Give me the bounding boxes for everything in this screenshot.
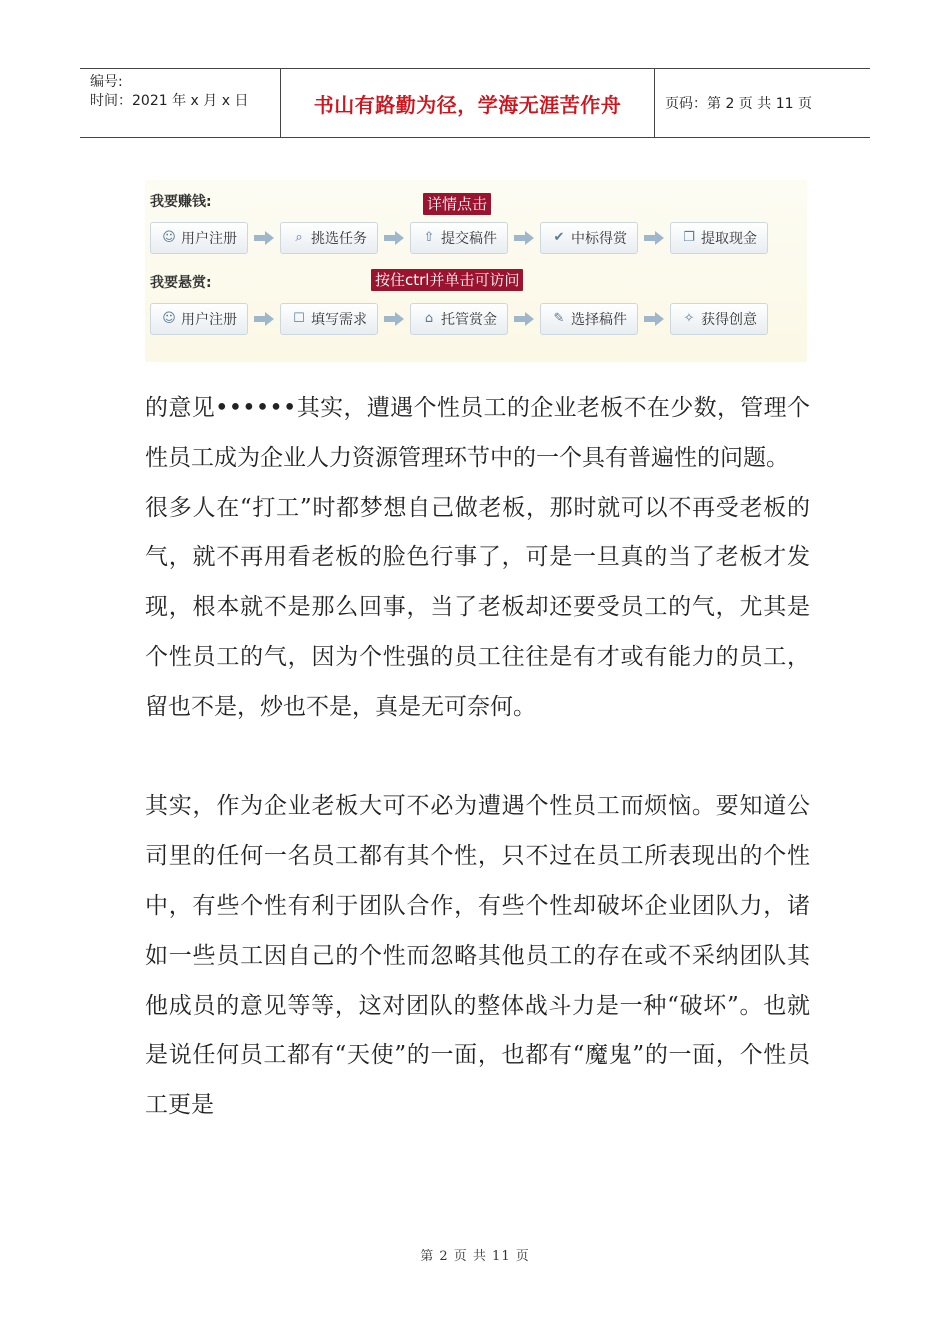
reward-step-3[interactable]	[410, 303, 508, 335]
earn-step-3[interactable]	[410, 222, 508, 254]
copy-icon: ❐	[683, 230, 695, 245]
document-header	[80, 68, 870, 138]
earn-step-5[interactable]	[670, 222, 768, 254]
arrow-right-icon	[248, 311, 280, 327]
arrow-right-icon	[508, 311, 540, 327]
header-motto: 书山有路勤为径，学海无涯苦作舟	[281, 69, 655, 137]
reward-step-2[interactable]	[280, 303, 378, 335]
step-label: 获得创意	[701, 312, 757, 328]
detail-link[interactable]: 详情点击	[423, 193, 491, 215]
reward-steps	[150, 303, 768, 335]
earn-label: 我要赚钱:	[150, 194, 212, 210]
page-footer: 第 2 页 共 11 页	[420, 1249, 530, 1264]
number-label: 编号:	[90, 74, 123, 90]
step-label: 提交稿件	[441, 231, 497, 247]
task-flow-banner	[145, 180, 807, 362]
paragraph-2: 很多人在“打工”时都梦想自己做老板，那时就可以不再受老板的气，就不再用看老板的脸色行事了，可是一旦真的当了老板才发现，根本就不是那么回事，当了老板却还要受员工的气，尤其是个性员工的气，因为个性强的员工往往是有才或有能力的员工，留也不是，炒也不是，真是无可奈何。	[145, 494, 810, 720]
user-icon: ☺	[162, 230, 176, 245]
step-label: 提取现金	[701, 231, 757, 247]
step-label: 中标得赏	[571, 231, 627, 247]
header-meta	[80, 69, 281, 137]
paragraph-gap	[145, 733, 810, 783]
user-icon: ☺	[162, 311, 176, 326]
arrow-right-icon	[378, 230, 410, 246]
step-label: 托管赏金	[441, 312, 497, 328]
step-label: 挑选任务	[311, 231, 367, 247]
arrow-right-icon	[638, 230, 670, 246]
reward-step-5[interactable]	[670, 303, 768, 335]
time-label: 时间：2021 年 x 月 x 日	[90, 93, 249, 109]
arrow-right-icon	[248, 230, 280, 246]
paragraph-3: 其实，作为企业老板大可不必为遭遇个性员工而烦恼。要知道公司里的任何一名员工都有其个性，只不过在员工所表现出的个性中，有些个性有利于团队合作，有些个性却破坏企业团队力，诸如一些员工因自己的个性而忽略其他员工的存在或不采纳团队其他成员的意见等等，这对团队的整体战斗力是一种“破坏”。也就是说任何员工都有“天使”的一面，也都有“魔鬼”的一面，个性员工更是	[145, 793, 810, 1119]
arrow-right-icon	[378, 311, 410, 327]
ctrl-hint[interactable]: 按住ctrl并单击可访问	[371, 269, 523, 291]
header-page-info: 页码：第 2 页 共 11 页	[665, 96, 812, 112]
paragraph-1: 的意见••••••其实，遭遇个性员工的企业老板不在少数，管理个性员工成为企业人力资源管理环节中的一个具有普遍性的问题。	[145, 395, 810, 471]
cart-icon: ⌂	[424, 311, 434, 326]
search-icon: ⌕	[295, 230, 303, 245]
arrow-right-icon	[508, 230, 540, 246]
reward-step-1[interactable]	[150, 303, 248, 335]
earn-step-1[interactable]	[150, 222, 248, 254]
arrow-right-icon	[638, 311, 670, 327]
step-label: 用户注册	[181, 312, 237, 328]
step-label: 选择稿件	[571, 312, 627, 328]
upload-icon: ⇧	[423, 230, 435, 245]
document-icon: ☐	[293, 311, 305, 326]
earn-step-4[interactable]	[540, 222, 638, 254]
idea-icon: ✧	[683, 311, 695, 326]
body-text	[145, 384, 810, 1131]
check-icon: ✔	[553, 230, 565, 245]
reward-step-4[interactable]	[540, 303, 638, 335]
reward-label: 我要悬赏:	[150, 275, 212, 291]
earn-step-2[interactable]	[280, 222, 378, 254]
earn-steps	[150, 222, 768, 254]
edit-icon: ✎	[553, 311, 565, 326]
step-label: 用户注册	[181, 231, 237, 247]
step-label: 填写需求	[311, 312, 367, 328]
